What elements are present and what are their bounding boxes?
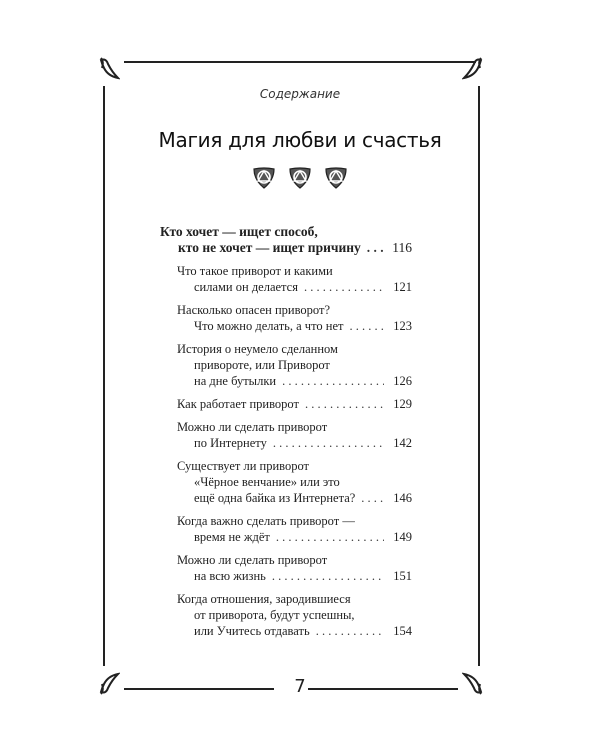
dot-leader bbox=[349, 318, 384, 334]
dot-leader bbox=[282, 373, 384, 389]
toc-page: 151 bbox=[393, 569, 412, 583]
triquetra-knot-icon bbox=[288, 166, 312, 190]
running-head: Содержание bbox=[259, 87, 341, 101]
dot-leader bbox=[367, 240, 384, 256]
leaf-ornament-icon bbox=[462, 56, 484, 82]
dot-leader bbox=[273, 435, 384, 451]
dot-leader bbox=[361, 490, 384, 506]
toc-page: 121 bbox=[393, 280, 412, 294]
toc-entry[interactable] bbox=[160, 552, 412, 584]
toc-line: Существует ли приворот bbox=[177, 459, 310, 473]
toc-entry[interactable] bbox=[160, 458, 412, 506]
toc-page: 154 bbox=[393, 624, 412, 638]
toc-line: на всю жизнь bbox=[194, 569, 266, 583]
leaf-ornament-icon bbox=[98, 56, 120, 82]
toc-chapter[interactable] bbox=[160, 224, 412, 256]
toc-page: 129 bbox=[393, 397, 412, 411]
toc-line: по Интернету bbox=[194, 436, 267, 450]
toc-line: Можно ли сделать приворот bbox=[177, 553, 328, 567]
toc-line: Кто хочет — ищет способ, bbox=[160, 224, 318, 239]
toc-line: кто не хочет — ищет причину bbox=[178, 240, 361, 255]
toc-line: время не ждёт bbox=[194, 530, 270, 544]
toc-entry[interactable] bbox=[160, 591, 412, 639]
toc-entry[interactable] bbox=[160, 419, 412, 451]
toc-line: или Учитесь отдавать bbox=[194, 624, 310, 638]
toc-line: Когда важно сделать приворот — bbox=[177, 514, 355, 528]
dot-leader bbox=[304, 279, 384, 295]
toc-entry[interactable] bbox=[160, 263, 412, 295]
toc-entry[interactable] bbox=[160, 341, 412, 389]
toc-line: ещё одна байка из Интернета? bbox=[194, 491, 356, 505]
toc-line: Насколько опасен приворот? bbox=[177, 303, 330, 317]
dot-leader bbox=[272, 568, 384, 584]
dot-leader bbox=[305, 396, 384, 412]
toc-entry[interactable] bbox=[160, 513, 412, 545]
toc-line: Что такое приворот и какими bbox=[177, 264, 333, 278]
toc-page: 116 bbox=[392, 240, 412, 255]
toc-line: История о неумело сделанном bbox=[177, 342, 338, 356]
toc-page: 123 bbox=[393, 319, 412, 333]
toc-entry[interactable] bbox=[160, 396, 412, 412]
toc-entry[interactable] bbox=[160, 302, 412, 334]
toc-page: 142 bbox=[393, 436, 412, 450]
dot-leader bbox=[316, 623, 384, 639]
triquetra-knot-icon bbox=[324, 166, 348, 190]
section-title: Магия для любви и счастья bbox=[158, 128, 442, 152]
toc-page: 146 bbox=[393, 491, 412, 505]
toc-line: силами он делается bbox=[194, 280, 298, 294]
toc-page: 126 bbox=[393, 374, 412, 388]
page-number: 7 bbox=[294, 676, 306, 697]
toc-line: Что можно делать, а что нет bbox=[194, 319, 344, 333]
frame-top-line bbox=[124, 61, 476, 63]
toc-line: привороте, или Приворот bbox=[194, 358, 330, 372]
toc-line: Как работает приворот bbox=[177, 397, 299, 411]
dot-leader bbox=[276, 529, 384, 545]
table-of-contents bbox=[160, 224, 412, 646]
toc-page: 149 bbox=[393, 530, 412, 544]
toc-line: Можно ли сделать приворот bbox=[177, 420, 328, 434]
ornament-row bbox=[0, 166, 600, 190]
toc-line: «Чёрное венчание» или это bbox=[194, 475, 340, 489]
toc-line: Когда отношения, зародившиеся bbox=[177, 592, 351, 606]
toc-line: от приворота, будут успешны, bbox=[194, 608, 355, 622]
triquetra-knot-icon bbox=[252, 166, 276, 190]
toc-line: на дне бутылки bbox=[194, 374, 277, 388]
